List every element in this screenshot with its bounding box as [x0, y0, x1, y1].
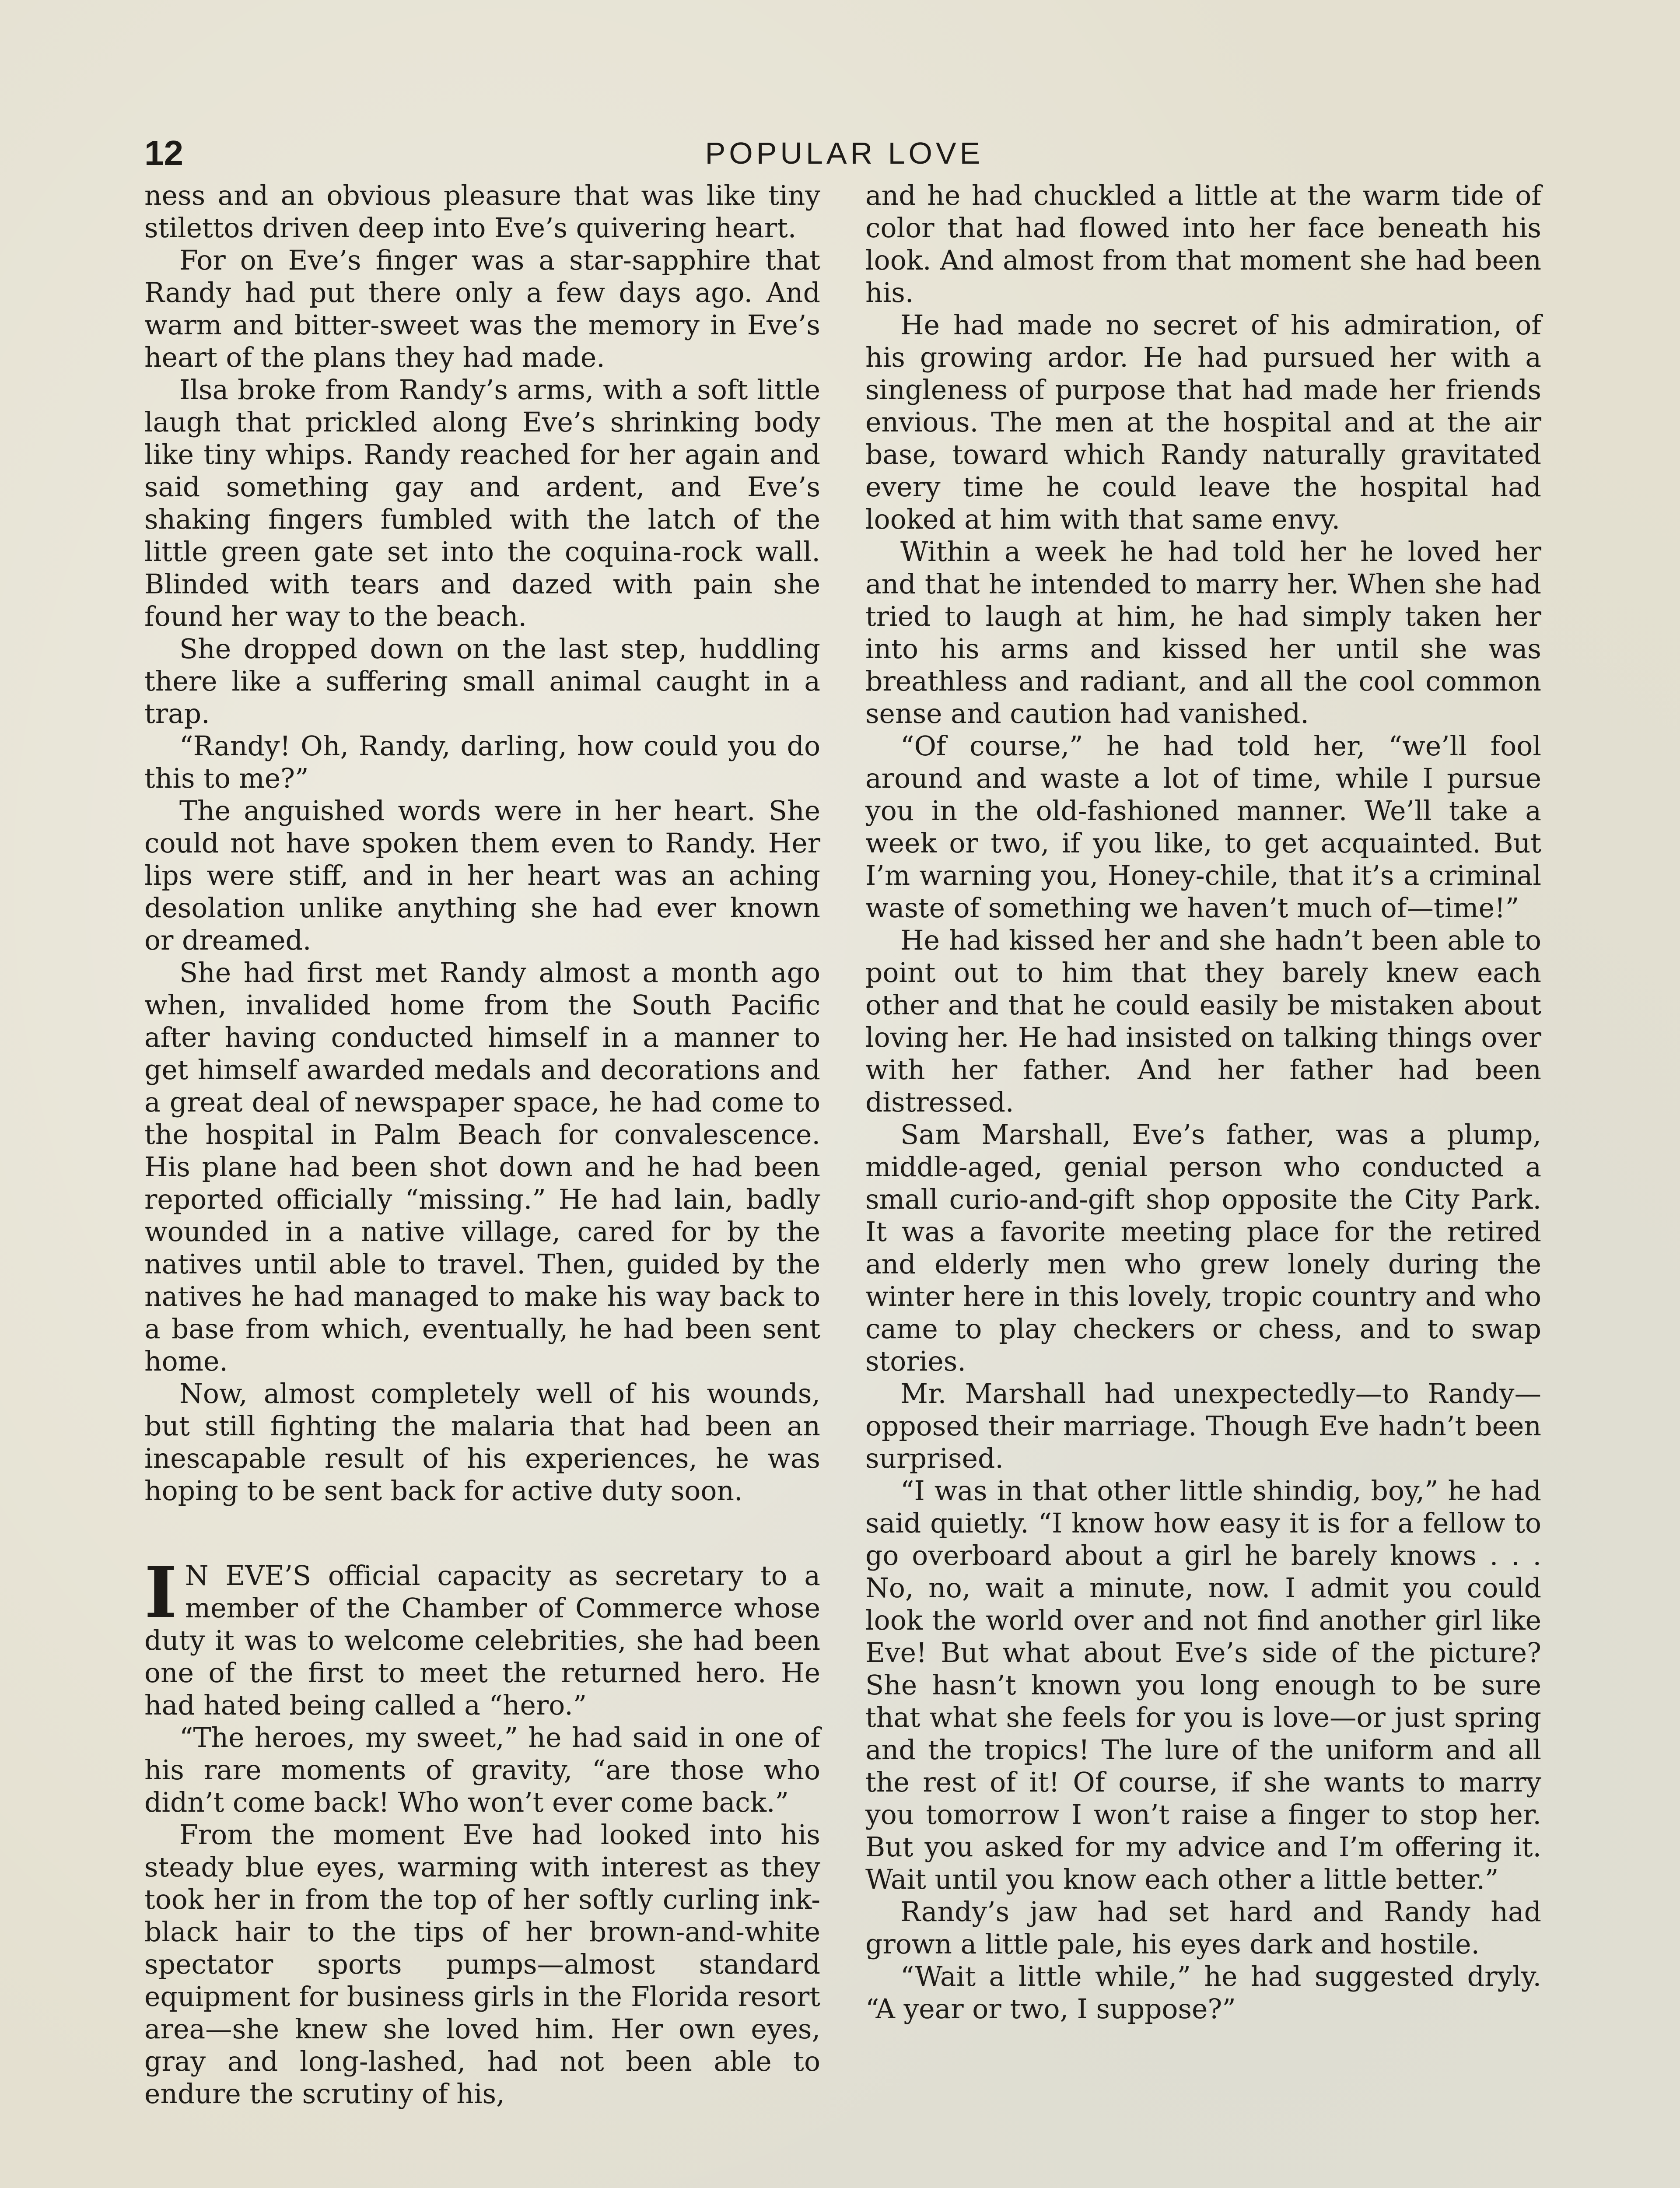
right-column: [865, 179, 1541, 2025]
paragraph: She dropped down on the last step, huddling there like a suffering small animal caught in a trap.: [144, 633, 820, 729]
dropcap-paragraph: [144, 1551, 820, 1722]
paragraph: “Of course,” he had told her, “we’ll fool around and waste a lot of time, while I pursue you in the old-fashioned manner. We’ll take a week or two, if you like, to get acquainted. But I’m warning you, Honey-chile, that it’s a criminal waste of something we haven’t much of—time!”: [865, 730, 1541, 924]
paragraph: Now, almost completely well of his wounds, but still fighting the malaria that had been an inescapable result of his experiences, he was hoping to be sent back for active duty soon.: [144, 1378, 820, 1507]
paragraph: Within a week he had told her he loved her and that he intended to marry her. When she had tried to laugh at him, he had simply taken her into his arms and kissed her until she was breathless and radiant, and all the cool common sense and caution had vanished.: [865, 536, 1541, 729]
paragraph: Mr. Marshall had unexpectedly—to Randy—opposed their marriage. Though Eve hadn’t been surprised.: [865, 1378, 1541, 1474]
paragraph: Randy’s jaw had set hard and Randy had grown a little pale, his eyes dark and hostile.: [865, 1896, 1541, 1960]
paragraph: “Wait a little while,” he had suggested dryly. “A year or two, I suppose?”: [865, 1961, 1541, 2025]
paragraph: Ilsa broke from Randy’s arms, with a soft little laugh that prickled along Eve’s shrinking body like tiny whips. Randy reached for her again and said something gay and ardent, and Eve’s shaking fingers fumbled with the latch of the little green gate set into the coquina-rock wall. Blinded with tears and dazed with pain she found her way to the beach.: [144, 374, 820, 632]
paragraph: From the moment Eve had looked into his steady blue eyes, warming with interest as they took her in from the top of her softly curling ink-black hair to the tips of her brown-and-white spectator sports pumps—almost standard equipment for business girls in the Florida resort area—she knew she loved him. Her own eyes, gray and long-lashed, had not been able to endure the scrutiny of his,: [144, 1819, 820, 2110]
paragraph: For on Eve’s finger was a star-sapphire that Randy had put there only a few days ago. And warm and bitter-sweet was the memory in Eve’s heart of the plans they had made.: [144, 245, 820, 373]
paragraph: and he had chuckled a little at the warm tide of color that had flowed into her face beneath his look. And almost from that moment she had been his.: [865, 180, 1541, 309]
paragraph: “Randy! Oh, Randy, darling, how could you do this to me?”: [144, 730, 820, 794]
paragraph: He had kissed her and she hadn’t been able to point out to him that they barely knew each other and that he could easily be mistaken about loving her. He had insisted on talking things over with her father. And her father had been distressed.: [865, 925, 1541, 1118]
paragraph: Sam Marshall, Eve’s father, was a plump, middle-aged, genial person who conducted a small curio-and-gift shop opposite the City Park. It was a favorite meeting place for the retired and elderly men who grew lonely during the winter here in this lovely, tropic country and who came to play checkers or chess, and to swap stories.: [865, 1119, 1541, 1377]
section-break: [144, 1507, 820, 1560]
page-number: 12: [144, 133, 183, 172]
left-column: [144, 179, 820, 2110]
dropcap-paragraph-text: N EVE’S official capacity as secretary to a member of the Chamber of Commerce whose duty it was to welcome celebrities, she had been one of the first to meet the returned hero. He had hated being called a “hero.”: [144, 1560, 820, 1721]
drop-cap: I: [144, 1551, 177, 1634]
paragraph: He had made no secret of his admiration, of his growing ardor. He had pursued her with a singleness of purpose that had made her friends envious. The men at the hospital and at the air base, toward which Randy naturally gravitated every time he could leave the hospital had looked at him with that same envy.: [865, 309, 1541, 535]
paragraph: ness and an obvious pleasure that was like tiny stilettos driven deep into Eve’s quivering heart.: [144, 180, 820, 244]
running-head: POPULAR LOVE: [705, 136, 984, 170]
paragraph: “I was in that other little shindig, boy,” he had said quietly. “I know how easy it is for a fellow to go overboard about a girl he barely knows . . . No, no, wait a minute, now. I admit you could look the world over and not find another girl like Eve! But what about Eve’s side of the picture? She hasn’t known you long enough to be sure that what she feels for you is love—or just spring and the tropics! The lure of the uniform and all the rest of it! Of course, if she wants to marry you tomorrow I won’t raise a finger to stop her. But you asked for my advice and I’m offering it. Wait until you know each other a little better.”: [865, 1475, 1541, 1895]
paragraph: She had first met Randy almost a month ago when, invalided home from the South Pacific after having conducted himself in a manner to get himself awarded medals and decorations and a great deal of newspaper space, he had come to the hospital in Palm Beach for convalescence. His plane had been shot down and he had been reported officially “missing.” He had lain, badly wounded in a native village, cared for by the natives until able to travel. Then, guided by the natives he had managed to make his way back to a base from which, eventually, he had been sent home.: [144, 957, 820, 1377]
page-header: [144, 131, 1544, 184]
paragraph: “The heroes, my sweet,” he had said in one of his rare moments of gravity, “are those who didn’t come back! Who won’t ever come back.”: [144, 1722, 820, 1818]
paragraph: The anguished words were in her heart. She could not have spoken them even to Randy. Her lips were stiff, and in her heart was an aching desolation unlike anything she had ever known or dreamed.: [144, 795, 820, 956]
